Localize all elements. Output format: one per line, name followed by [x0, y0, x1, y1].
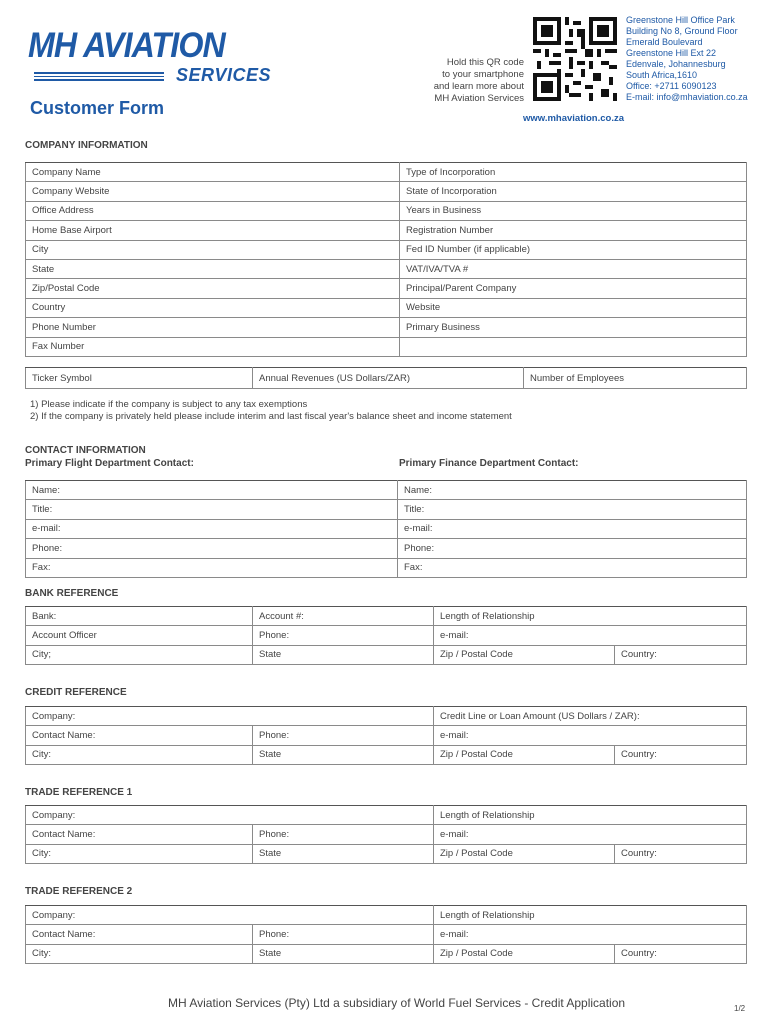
- field-trade1-state[interactable]: State: [253, 844, 434, 863]
- table-row: [26, 240, 747, 259]
- field-office-address[interactable]: Office Address: [26, 201, 400, 220]
- field-phone-number[interactable]: Phone Number: [26, 318, 400, 337]
- qr-code-icon: [533, 16, 617, 102]
- field-trade2-email[interactable]: e-mail:: [434, 925, 747, 944]
- table-row: [26, 163, 747, 182]
- field-finance-name[interactable]: Name:: [398, 481, 747, 500]
- field-vat-number[interactable]: VAT/IVA/TVA #: [400, 259, 747, 278]
- table-row: [26, 726, 747, 745]
- qr-text-line: to your smartphone: [442, 69, 524, 80]
- table-row: [26, 844, 747, 863]
- note-tax-exemptions: 1) Please indicate if the company is subject to any tax exemptions: [30, 399, 308, 410]
- field-zip-postal-code[interactable]: Zip/Postal Code: [26, 279, 400, 298]
- qr-text-line: and learn more about: [433, 81, 524, 92]
- field-state-of-incorporation[interactable]: State of Incorporation: [400, 182, 747, 201]
- table-row: [26, 298, 747, 317]
- field-bank-zip[interactable]: Zip / Postal Code: [434, 645, 615, 664]
- finance-contact-heading: Primary Finance Department Contact:: [399, 458, 579, 469]
- table-row: [26, 906, 747, 925]
- table-row: [26, 626, 747, 645]
- field-bank-phone[interactable]: Phone:: [253, 626, 434, 645]
- field-trade2-length-of-relationship[interactable]: Length of Relationship: [434, 906, 747, 925]
- field-trade1-zip[interactable]: Zip / Postal Code: [434, 844, 615, 863]
- field-type-of-incorporation[interactable]: Type of Incorporation: [400, 163, 747, 182]
- field-account-officer[interactable]: Account Officer: [26, 626, 253, 645]
- field-finance-fax[interactable]: Fax:: [398, 558, 747, 577]
- table-row: [26, 825, 747, 844]
- qr-text-line: MH Aviation Services: [434, 93, 524, 104]
- company-address: [626, 15, 748, 103]
- field-trade2-company[interactable]: Company:: [26, 906, 434, 925]
- page-number: 1/2: [734, 1004, 746, 1013]
- qr-instructions: [434, 57, 524, 105]
- table-row: [26, 806, 747, 825]
- note-balance-sheet: 2) If the company is privately held please include interim and last fiscal year's balance sheet and income statement: [30, 411, 512, 422]
- field-company-name[interactable]: Company Name: [26, 163, 400, 182]
- table-row: [26, 558, 747, 577]
- field-credit-company[interactable]: Company:: [26, 707, 434, 726]
- credit-reference-table: [25, 706, 747, 765]
- field-parent-company[interactable]: Principal/Parent Company: [400, 279, 747, 298]
- field-trade2-contact-name[interactable]: Contact Name:: [26, 925, 253, 944]
- field-bank[interactable]: Bank:: [26, 607, 253, 626]
- address-email[interactable]: E-mail: info@mhaviation.co.za: [626, 92, 748, 102]
- qr-text-line: Hold this QR code: [446, 57, 524, 68]
- field-bank-country[interactable]: Country:: [615, 645, 747, 664]
- section-heading-contact: CONTACT INFORMATION: [25, 445, 146, 456]
- address-phone: Office: +2711 6090123: [626, 81, 717, 91]
- logo-speed-stripes: [34, 72, 164, 82]
- field-credit-email[interactable]: e-mail:: [434, 726, 747, 745]
- address-line: Greenstone Hill Ext 22: [626, 48, 717, 58]
- field-credit-country[interactable]: Country:: [615, 745, 747, 764]
- address-line: Edenvale, Johannesburg: [626, 59, 726, 69]
- field-flight-fax[interactable]: Fax:: [26, 558, 398, 577]
- section-heading-bank: BANK REFERENCE: [25, 588, 119, 599]
- trade-reference-1-table: [25, 805, 747, 864]
- section-heading-credit: CREDIT REFERENCE: [25, 687, 127, 698]
- field-fed-id-number[interactable]: Fed ID Number (if applicable): [400, 240, 747, 259]
- address-line: Greenstone Hill Office Park: [626, 15, 735, 25]
- table-row: [26, 259, 747, 278]
- table-row: [26, 368, 747, 389]
- table-row: [26, 707, 747, 726]
- table-row: [26, 279, 747, 298]
- field-trade2-state[interactable]: State: [253, 944, 434, 963]
- field-state[interactable]: State: [26, 259, 400, 278]
- footer-text: MH Aviation Services (Pty) Ltd a subsidiary of World Fuel Services - Credit Application: [168, 996, 626, 1010]
- form-title: Customer Form: [30, 98, 165, 118]
- field-trade2-zip[interactable]: Zip / Postal Code: [434, 944, 615, 963]
- field-trade1-company[interactable]: Company:: [26, 806, 434, 825]
- address-line: South Africa,1610: [626, 70, 698, 80]
- section-heading-trade-1: TRADE REFERENCE 1: [25, 787, 133, 798]
- field-finance-title[interactable]: Title:: [398, 500, 747, 519]
- field-flight-phone[interactable]: Phone:: [26, 539, 398, 558]
- field-trade1-length-of-relationship[interactable]: Length of Relationship: [434, 806, 747, 825]
- table-row: [26, 481, 747, 500]
- field-bank-email[interactable]: e-mail:: [434, 626, 747, 645]
- field-account-number[interactable]: Account #:: [253, 607, 434, 626]
- field-credit-phone[interactable]: Phone:: [253, 726, 434, 745]
- field-trade2-city[interactable]: City:: [26, 944, 253, 963]
- table-row: [26, 500, 747, 519]
- field-city[interactable]: City: [26, 240, 400, 259]
- field-credit-contact-name[interactable]: Contact Name:: [26, 726, 253, 745]
- table-row: [26, 337, 747, 356]
- field-flight-title[interactable]: Title:: [26, 500, 398, 519]
- field-flight-name[interactable]: Name:: [26, 481, 398, 500]
- field-flight-email[interactable]: e-mail:: [26, 519, 398, 538]
- company-ticker-table: [25, 367, 747, 389]
- field-finance-email[interactable]: e-mail:: [398, 519, 747, 538]
- bank-reference-table: [25, 606, 747, 665]
- field-registration-number[interactable]: Registration Number: [400, 221, 747, 240]
- field-ticker-symbol[interactable]: Ticker Symbol: [26, 368, 253, 389]
- field-trade2-phone[interactable]: Phone:: [253, 925, 434, 944]
- table-row: [26, 607, 747, 626]
- table-row: [26, 944, 747, 963]
- table-row: [26, 925, 747, 944]
- field-trade1-phone[interactable]: Phone:: [253, 825, 434, 844]
- field-company-website[interactable]: Company Website: [26, 182, 400, 201]
- table-row: [26, 745, 747, 764]
- field-primary-business[interactable]: Primary Business: [400, 318, 747, 337]
- address-line: Building No 8, Ground Floor: [626, 26, 738, 36]
- table-row: [26, 539, 747, 558]
- field-credit-state[interactable]: State: [253, 745, 434, 764]
- field-length-of-relationship[interactable]: Length of Relationship: [434, 607, 747, 626]
- field-fax-number[interactable]: Fax Number: [26, 337, 400, 356]
- company-logo: [28, 26, 272, 85]
- address-line: Emerald Boulevard: [626, 37, 703, 47]
- field-bank-city[interactable]: City;: [26, 645, 253, 664]
- field-annual-revenues[interactable]: Annual Revenues (US Dollars/ZAR): [253, 368, 524, 389]
- field-years-in-business[interactable]: Years in Business: [400, 201, 747, 220]
- field-home-base-airport[interactable]: Home Base Airport: [26, 221, 400, 240]
- field-bank-state[interactable]: State: [253, 645, 434, 664]
- field-website[interactable]: Website: [400, 298, 747, 317]
- field-country[interactable]: Country: [26, 298, 400, 317]
- table-row: [26, 645, 747, 664]
- section-heading-trade-2: TRADE REFERENCE 2: [25, 886, 133, 897]
- field-trade2-country[interactable]: Country:: [615, 944, 747, 963]
- logo-main-text: MH AVIATION: [28, 26, 225, 65]
- trade-reference-2-table: [25, 905, 747, 964]
- website-link[interactable]: www.mhaviation.co.za: [523, 113, 625, 124]
- table-row: [26, 201, 747, 220]
- table-row: [26, 221, 747, 240]
- field-trade1-country[interactable]: Country:: [615, 844, 747, 863]
- field-empty[interactable]: [400, 337, 747, 356]
- company-info-table: [25, 162, 747, 357]
- section-heading-company: COMPANY INFORMATION: [25, 140, 148, 151]
- flight-contact-heading: Primary Flight Department Contact:: [25, 458, 194, 469]
- field-finance-phone[interactable]: Phone:: [398, 539, 747, 558]
- table-row: [26, 182, 747, 201]
- table-row: [26, 318, 747, 337]
- table-row: [26, 519, 747, 538]
- field-trade1-city[interactable]: City:: [26, 844, 253, 863]
- field-credit-line-amount[interactable]: Credit Line or Loan Amount (US Dollars / ZAR):: [434, 707, 747, 726]
- logo-sub-text: SERVICES: [176, 65, 272, 85]
- field-number-of-employees[interactable]: Number of Employees: [524, 368, 747, 389]
- field-trade1-contact-name[interactable]: Contact Name:: [26, 825, 253, 844]
- field-credit-city[interactable]: City:: [26, 745, 253, 764]
- field-credit-zip[interactable]: Zip / Postal Code: [434, 745, 615, 764]
- contact-info-table: [25, 480, 747, 578]
- field-trade1-email[interactable]: e-mail:: [434, 825, 747, 844]
